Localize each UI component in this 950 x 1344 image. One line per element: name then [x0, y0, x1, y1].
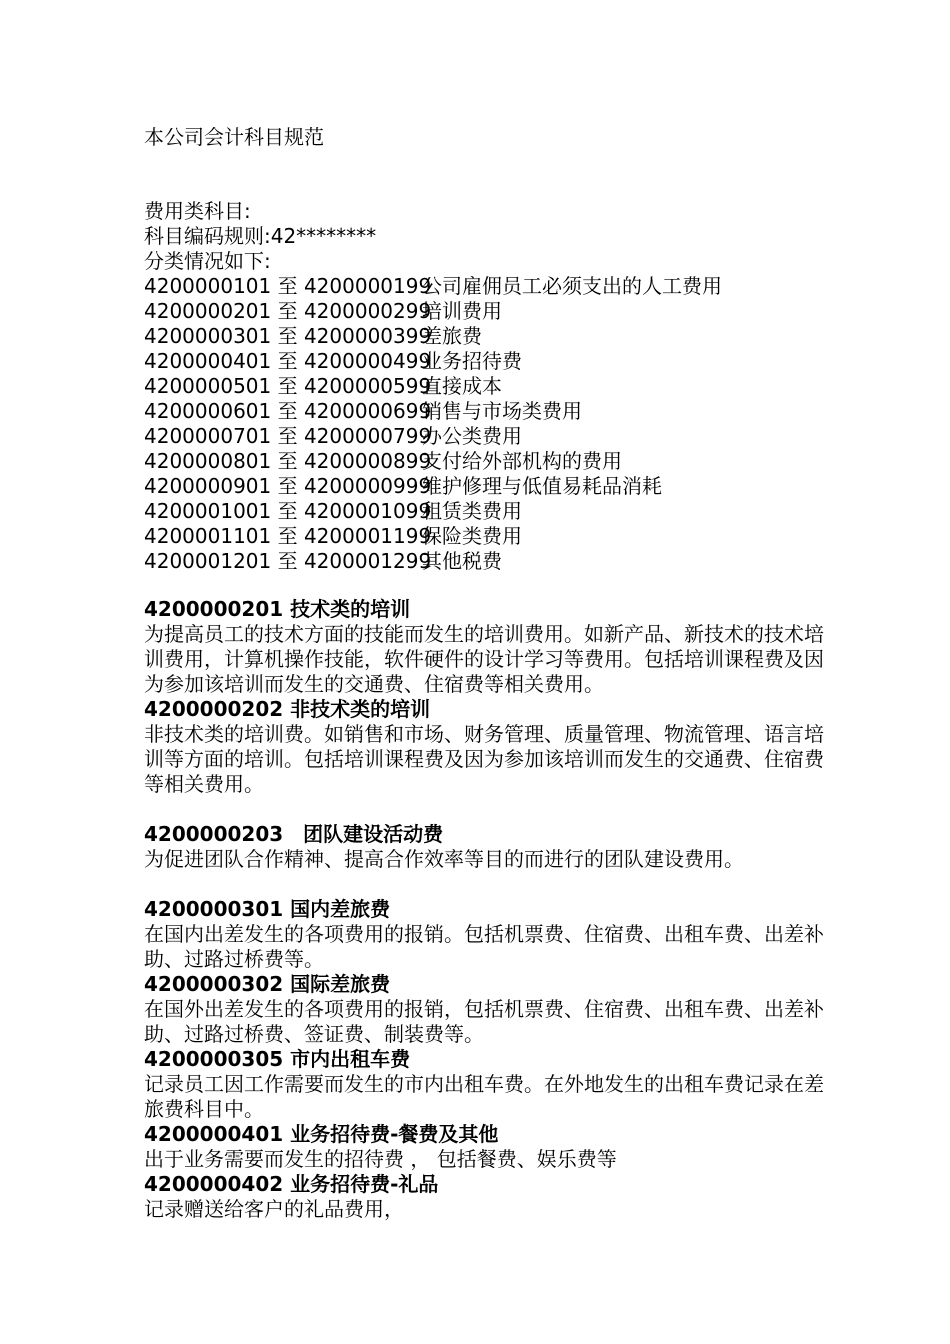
range-desc: 支付给外部机构的费用 — [422, 449, 622, 473]
range-row — [144, 349, 722, 374]
range-code: 4200000401 至 4200000499 — [144, 349, 432, 373]
section-body: 记录赠送给客户的礼品费用， — [144, 1197, 404, 1221]
section-heading: 4200000401 业务招待费-餐费及其他 — [144, 1122, 499, 1146]
spacer — [144, 872, 834, 897]
range-row — [144, 299, 722, 324]
section-body: 为提高员工的技术方面的技能而发生的培训费用。如新产品、新技术的技术培训费用，计算机操作技能，软件硬件的设计学习等费用。包括培训课程费及因为参加该培训而发生的交通费、住宿费等相关费用。 — [144, 622, 824, 696]
range-row — [144, 399, 722, 424]
intro-line-category: 费用类科目: — [144, 199, 251, 223]
range-desc: 业务招待费 — [422, 349, 522, 373]
section-heading: 4200000402 业务招待费-礼品 — [144, 1172, 439, 1196]
range-code: 4200000901 至 4200000999 — [144, 474, 432, 498]
account-sections — [144, 597, 834, 1222]
section-body: 出于业务需要而发生的招待费 ， 包括餐费、娱乐费等 — [144, 1147, 617, 1171]
section-heading: 4200000201 技术类的培训 — [144, 597, 411, 621]
intro-line-classification: 分类情况如下: — [144, 249, 271, 273]
range-desc: 差旅费 — [422, 324, 482, 348]
range-desc: 办公类费用 — [422, 424, 522, 448]
section-heading: 4200000305 市内出租车费 — [144, 1047, 411, 1071]
section-heading: 4200000202 非技术类的培训 — [144, 697, 431, 721]
range-code: 4200000501 至 4200000599 — [144, 374, 432, 398]
range-code: 4200000101 至 4200000199 — [144, 274, 432, 298]
section-heading: 4200000301 国内差旅费 — [144, 897, 391, 921]
range-row — [144, 449, 722, 474]
range-desc: 直接成本 — [422, 374, 502, 398]
range-desc: 公司雇佣员工必须支出的人工费用 — [422, 274, 722, 298]
range-code: 4200000201 至 4200000299 — [144, 299, 432, 323]
range-code: 4200001001 至 4200001099 — [144, 499, 432, 523]
range-desc: 其他税费 — [422, 549, 502, 573]
range-code: 4200000701 至 4200000799 — [144, 424, 432, 448]
section-body: 在国外出差发生的各项费用的报销，包括机票费、住宿费、出租车费、出差补助、过路过桥费、签证费、制装费等。 — [144, 997, 824, 1046]
document-title: 本公司会计科目规范 — [144, 125, 324, 149]
range-code: 4200000301 至 4200000399 — [144, 324, 432, 348]
range-row — [144, 374, 722, 399]
range-row — [144, 549, 722, 574]
range-desc: 培训费用 — [422, 299, 502, 323]
range-code: 4200001101 至 4200001199 — [144, 524, 432, 548]
range-row — [144, 524, 722, 549]
intro-line-code-rule: 科目编码规则:42******** — [144, 224, 377, 248]
range-desc: 维护修理与低值易耗品消耗 — [422, 474, 662, 498]
range-desc: 销售与市场类费用 — [422, 399, 582, 423]
range-desc: 保险类费用 — [422, 524, 522, 548]
section-heading: 4200000302 国际差旅费 — [144, 972, 391, 996]
range-row — [144, 274, 722, 299]
range-code: 4200001201 至 4200001299 — [144, 549, 432, 573]
section-body: 非技术类的培训费。如销售和市场、财务管理、质量管理、物流管理、语言培训等方面的培训。包括培训课程费及因为参加该培训而发生的交通费、住宿费等相关费用。 — [144, 722, 824, 796]
range-desc: 租赁类费用 — [422, 499, 522, 523]
section-heading: 4200000203 团队建设活动费 — [144, 822, 444, 846]
range-row — [144, 424, 722, 449]
range-row — [144, 499, 722, 524]
section-body: 在国内出差发生的各项费用的报销。包括机票费、住宿费、出租车费、出差补助、过路过桥费等。 — [144, 922, 824, 971]
range-row — [144, 474, 722, 499]
range-code: 4200000601 至 4200000699 — [144, 399, 432, 423]
range-row — [144, 324, 722, 349]
range-code: 4200000801 至 4200000899 — [144, 449, 432, 473]
intro-block — [144, 199, 722, 574]
section-body: 为促进团队合作精神、提高合作效率等目的而进行的团队建设费用。 — [144, 847, 744, 871]
section-body: 记录员工因工作需要而发生的市内出租车费。在外地发生的出租车费记录在差旅费科目中。 — [144, 1072, 824, 1121]
spacer — [144, 797, 834, 822]
